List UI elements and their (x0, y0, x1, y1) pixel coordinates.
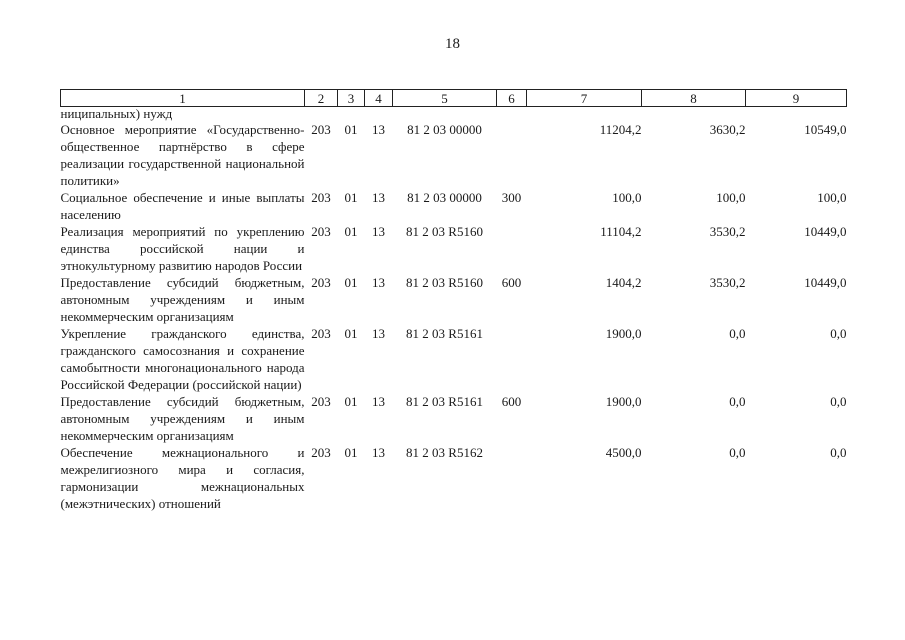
cell-col2: 203 (311, 190, 331, 205)
cell-col5: 81 2 03 R5162 (406, 445, 483, 460)
column-header: 8 (642, 90, 746, 107)
row-name: Реализация мероприятий по укреплению единства российской нации и этнокультурному развитию народов России (60, 224, 305, 273)
cell-col4: 13 (372, 326, 385, 341)
cell-col5: 81 2 03 R5160 (406, 275, 483, 290)
cell-col3 (338, 107, 365, 122)
row-name: ниципальных) нужд (60, 106, 173, 121)
cell-col8: 3630,2 (709, 122, 746, 137)
cell-col3: 01 (344, 445, 358, 460)
cell-col9: 0,0 (830, 445, 847, 460)
cell-col4: 13 (372, 224, 385, 239)
column-header: 2 (305, 90, 338, 107)
cell-col5: 81 2 03 R5160 (406, 224, 483, 239)
cell-col8: 100,0 (716, 190, 746, 205)
cell-col5: 81 2 03 R5161 (406, 326, 483, 341)
column-header: 4 (365, 90, 393, 107)
cell-col9: 10549,0 (804, 122, 847, 137)
cell-col3: 01 (344, 224, 358, 239)
cell-col6 (497, 223, 527, 274)
cell-col2: 203 (311, 275, 331, 290)
cell-col8: 0,0 (729, 394, 746, 409)
cell-col4: 13 (372, 275, 385, 290)
row-name: Основное мероприятие «Государственно-общественное партнёрство в сфере реализации государственной национальной политики» (60, 122, 305, 188)
cell-col8 (642, 107, 746, 122)
column-header: 5 (393, 90, 497, 107)
column-header: 6 (497, 90, 527, 107)
cell-col9: 0,0 (830, 326, 847, 341)
column-header: 3 (338, 90, 365, 107)
cell-col7: 100,0 (612, 190, 642, 205)
cell-col8: 0,0 (729, 445, 746, 460)
row-name: Предоставление субсидий бюджетным, автономным учреждениям и иным некоммерческим организациям (60, 394, 305, 443)
cell-col3: 01 (344, 394, 358, 409)
cell-col2: 203 (311, 326, 331, 341)
cell-col4: 13 (372, 122, 385, 137)
cell-col8: 3530,2 (709, 224, 746, 239)
table-row (61, 274, 847, 325)
cell-col6: 600 (501, 275, 522, 290)
cell-col3: 01 (344, 190, 358, 205)
cell-col9: 10449,0 (804, 275, 847, 290)
cell-col7 (527, 107, 642, 122)
table-row (61, 121, 847, 189)
cell-col4: 13 (372, 394, 385, 409)
cell-col2: 203 (311, 122, 331, 137)
cell-col2: 203 (311, 224, 331, 239)
cell-col6: 300 (501, 190, 522, 205)
cell-col6 (497, 444, 527, 512)
cell-col7: 1404,2 (605, 275, 642, 290)
cell-col3: 01 (344, 275, 358, 290)
column-number-header (61, 90, 847, 107)
table-row (61, 223, 847, 274)
cell-col3: 01 (344, 326, 358, 341)
column-header: 1 (61, 90, 305, 107)
cell-col7: 1900,0 (605, 326, 642, 341)
cell-col6 (497, 325, 527, 393)
cell-col7: 1900,0 (605, 394, 642, 409)
cell-col9: 0,0 (830, 394, 847, 409)
cell-col5 (393, 107, 497, 122)
table-row (61, 325, 847, 393)
cell-col5: 81 2 03 00000 (407, 190, 482, 205)
row-name: Предоставление субсидий бюджетным, автономным учреждениям и иным некоммерческим организациям (60, 275, 305, 324)
column-header: 7 (527, 90, 642, 107)
page-number: 18 (445, 36, 460, 52)
table-row (61, 107, 847, 122)
cell-col5: 81 2 03 00000 (407, 122, 482, 137)
cell-col8: 0,0 (729, 326, 746, 341)
cell-col7: 4500,0 (605, 445, 642, 460)
row-name: Укрепление гражданского единства, гражданского самосознания и сохранение самобытности многонационального народа Российской Федерации (российской нации) (60, 326, 305, 392)
cell-col6: 600 (501, 394, 522, 409)
cell-col2 (305, 107, 338, 122)
table-row (61, 393, 847, 444)
cell-col8: 3530,2 (709, 275, 746, 290)
row-name: Обеспечение межнационального и межрелигиозного мира и согласия, гармонизации межнациональных (межэтнических) отношений (60, 445, 305, 511)
cell-col4 (365, 107, 393, 122)
cell-col5: 81 2 03 R5161 (406, 394, 483, 409)
cell-col2: 203 (311, 394, 331, 409)
cell-col9 (746, 107, 847, 122)
table-row (61, 189, 847, 223)
cell-col4: 13 (372, 190, 385, 205)
cell-col6 (497, 107, 527, 122)
row-name: Социальное обеспечение и иные выплаты населению (60, 190, 305, 222)
budget-table (60, 89, 847, 512)
cell-col3: 01 (344, 122, 358, 137)
cell-col7: 11204,2 (599, 122, 642, 137)
cell-col7: 11104,2 (600, 224, 642, 239)
table-row (61, 444, 847, 512)
cell-col9: 100,0 (817, 190, 847, 205)
cell-col6 (497, 121, 527, 189)
cell-col4: 13 (372, 445, 385, 460)
cell-col9: 10449,0 (804, 224, 847, 239)
column-header: 9 (746, 90, 847, 107)
cell-col2: 203 (311, 445, 331, 460)
